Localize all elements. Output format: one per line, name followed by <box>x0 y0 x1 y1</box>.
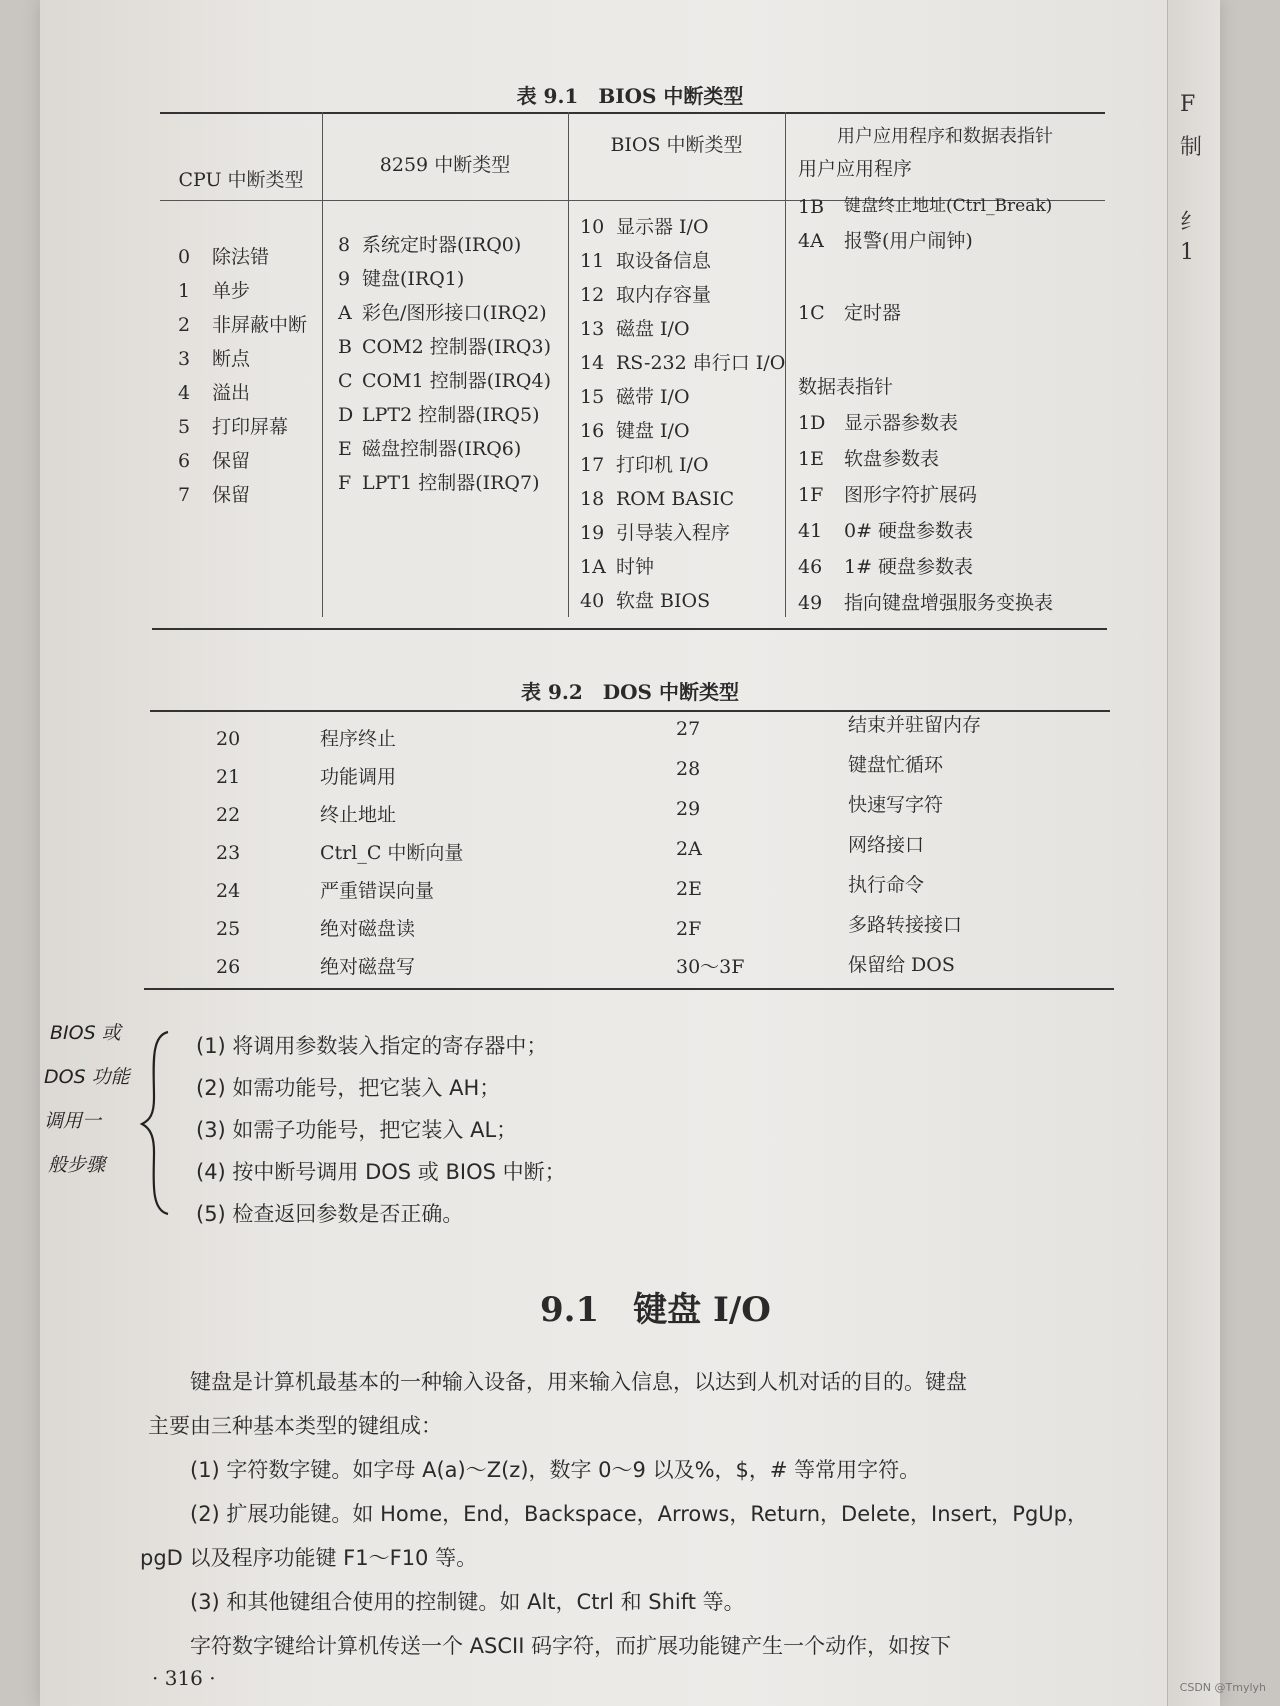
i8259-code: D <box>338 404 354 426</box>
dos-code: 24 <box>216 880 241 902</box>
cpu-code: 0 <box>178 246 191 268</box>
data-name: 指向键盘增强服务变换表 <box>844 592 1054 614</box>
bios-code: 18 <box>580 488 605 510</box>
bios-name: 软盘 BIOS <box>616 590 711 612</box>
dos-name: 程序终止 <box>320 728 397 750</box>
bios-code: 40 <box>580 590 605 612</box>
body-line: (1) 字符数字键。如字母 A(a)～Z(z)，数字 0～9 以及%，$，# 等常用字符。 <box>190 1458 921 1482</box>
table2-bottom-rule <box>144 988 1114 990</box>
handwritten-note-line: 调用一 <box>44 1110 102 1132</box>
i8259-code: E <box>338 438 352 460</box>
dos-code: 23 <box>216 842 241 864</box>
bios-code: 12 <box>580 284 605 306</box>
handwritten-note-line: DOS 功能 <box>44 1066 130 1088</box>
data-name: 0# 硬盘参数表 <box>844 520 974 542</box>
i8259-code: F <box>338 472 352 494</box>
curly-brace-icon <box>140 1028 174 1218</box>
cpu-code: 1 <box>178 280 191 302</box>
cpu-name: 断点 <box>212 348 251 370</box>
table1-bottom-rule <box>152 628 1107 630</box>
dos-code: 2E <box>676 878 702 900</box>
bios-name: 时钟 <box>616 556 655 578</box>
dos-name: 结束并驻留内存 <box>848 714 982 736</box>
cpu-name: 打印屏幕 <box>212 416 289 438</box>
step-item: (4) 按中断号调用 DOS 或 BIOS 中断； <box>196 1160 566 1184</box>
edge-char: 纟 <box>1180 210 1203 235</box>
book-page <box>40 0 1220 1706</box>
table1-col-divider <box>568 112 569 617</box>
adjacent-page-edge <box>1167 0 1220 1706</box>
i8259-code: B <box>338 336 352 358</box>
header-user: 用户应用程序和数据表指针 <box>837 126 1053 147</box>
i8259-code: A <box>338 302 352 324</box>
cpu-name: 保留 <box>212 450 251 472</box>
bios-code: 10 <box>580 216 605 238</box>
dos-code: 29 <box>676 798 701 820</box>
dos-code: 26 <box>216 956 241 978</box>
body-line: 键盘是计算机最基本的一种输入设备，用来输入信息，以达到人机对话的目的。键盘 <box>190 1370 967 1394</box>
dos-name: 绝对磁盘读 <box>320 918 416 940</box>
table2-top-rule <box>150 710 1110 712</box>
bios-name: 键盘 I/O <box>616 420 690 442</box>
data-name: 1# 硬盘参数表 <box>844 556 974 578</box>
i8259-code: 8 <box>338 234 351 256</box>
bios-code: 16 <box>580 420 605 442</box>
data-ptr-label: 数据表指针 <box>798 376 894 398</box>
edge-char: F <box>1180 92 1196 117</box>
dos-code: 28 <box>676 758 701 780</box>
step-item: (2) 如需功能号，把它装入 AH； <box>196 1076 501 1100</box>
step-item: (5) 检查返回参数是否正确。 <box>196 1202 464 1226</box>
i8259-name: COM2 控制器(IRQ3) <box>362 336 551 358</box>
table1-col-divider <box>322 112 323 617</box>
user-name: 定时器 <box>844 302 902 324</box>
i8259-name: COM1 控制器(IRQ4) <box>362 370 551 392</box>
body-line: 字符数字键给计算机传送一个 ASCII 码字符，而扩展功能键产生一个动作，如按下 <box>190 1634 952 1658</box>
dos-code: 22 <box>216 804 241 826</box>
handwritten-note-line: 般步骤 <box>48 1154 106 1176</box>
dos-name: 绝对磁盘写 <box>320 956 416 978</box>
bios-code: 1A <box>580 556 606 578</box>
dos-name: Ctrl_C 中断向量 <box>320 842 464 864</box>
dos-code: 2F <box>676 918 702 940</box>
i8259-name: 系统定时器(IRQ0) <box>362 234 522 256</box>
dos-code: 27 <box>676 718 701 740</box>
data-code: 41 <box>798 520 823 542</box>
bios-code: 15 <box>580 386 605 408</box>
i8259-code: C <box>338 370 353 392</box>
dos-code: 21 <box>216 766 241 788</box>
dos-name: 网络接口 <box>848 834 925 856</box>
user-name: 报警(用户闹钟) <box>844 230 973 252</box>
body-line: 主要由三种基本类型的键组成： <box>148 1414 442 1438</box>
dos-name: 多路转接接口 <box>848 914 963 936</box>
cpu-code: 6 <box>178 450 191 472</box>
page-number: · 316 · <box>152 1666 216 1690</box>
edge-char: 1 <box>1180 240 1194 265</box>
data-code: 1D <box>798 412 826 434</box>
cpu-name: 除法错 <box>212 246 270 268</box>
bios-code: 17 <box>580 454 605 476</box>
body-line: (2) 扩展功能键。如 Home，End，Backspace，Arrows，Return，Delete，Insert，PgUp， <box>190 1502 1088 1526</box>
body-line: pgD 以及程序功能键 F1～F10 等。 <box>140 1546 478 1570</box>
table1-caption: 表 9.1 BIOS 中断类型 <box>516 84 744 108</box>
dos-code: 20 <box>216 728 241 750</box>
bios-name: RS-232 串行口 I/O <box>616 352 786 374</box>
bios-name: ROM BASIC <box>616 488 735 510</box>
dos-code: 30～3F <box>676 956 745 978</box>
cpu-code: 5 <box>178 416 191 438</box>
i8259-name: 键盘(IRQ1) <box>362 268 465 290</box>
data-name: 显示器参数表 <box>844 412 959 434</box>
i8259-name: 彩色/图形接口(IRQ2) <box>362 302 547 324</box>
data-code: 1F <box>798 484 824 506</box>
dos-name: 快速写字符 <box>848 794 944 816</box>
header-bios: BIOS 中断类型 <box>610 134 743 156</box>
table1-top-rule <box>160 112 1105 114</box>
dos-name: 执行命令 <box>848 874 925 896</box>
watermark: CSDN @Tmylyh <box>1179 1681 1266 1694</box>
dos-name: 功能调用 <box>320 766 397 788</box>
dos-name: 键盘忙循环 <box>848 754 944 776</box>
i8259-name: LPT1 控制器(IRQ7) <box>362 472 540 494</box>
bios-name: 打印机 I/O <box>616 454 709 476</box>
i8259-code: 9 <box>338 268 351 290</box>
data-code: 49 <box>798 592 823 614</box>
step-item: (3) 如需子功能号，把它装入 AL； <box>196 1118 518 1142</box>
data-code: 1E <box>798 448 824 470</box>
section-title: 9.1 键盘 I/O <box>540 1290 771 1330</box>
cpu-name: 非屏蔽中断 <box>212 314 308 336</box>
user-app-label: 用户应用程序 <box>798 158 913 180</box>
bios-name: 磁盘 I/O <box>616 318 690 340</box>
bios-code: 11 <box>580 250 605 272</box>
data-code: 46 <box>798 556 823 578</box>
bios-name: 取内存容量 <box>616 284 712 306</box>
bios-code: 14 <box>580 352 605 374</box>
header-cpu: CPU 中断类型 <box>178 169 304 191</box>
dos-code: 25 <box>216 918 241 940</box>
cpu-code: 3 <box>178 348 191 370</box>
header-8259: 8259 中断类型 <box>379 154 511 176</box>
cpu-code: 4 <box>178 382 191 404</box>
i8259-name: LPT2 控制器(IRQ5) <box>362 404 540 426</box>
bios-name: 显示器 I/O <box>616 216 709 238</box>
dos-name: 保留给 DOS <box>848 954 955 976</box>
bios-code: 19 <box>580 522 605 544</box>
dos-code: 2A <box>676 838 702 860</box>
bios-name: 取设备信息 <box>616 250 712 272</box>
bios-name: 磁带 I/O <box>616 386 690 408</box>
dos-name: 严重错误向量 <box>320 880 435 902</box>
cpu-name: 保留 <box>212 484 251 506</box>
cpu-name: 单步 <box>212 280 251 302</box>
user-code: 1B <box>798 196 825 218</box>
edge-char: 制 <box>1180 135 1203 160</box>
cpu-code: 2 <box>178 314 191 336</box>
user-name: 键盘终止地址(Ctrl_Break) <box>844 196 1053 216</box>
handwritten-note-line: BIOS 或 <box>50 1022 121 1044</box>
body-line: (3) 和其他键组合使用的控制键。如 Alt，Ctrl 和 Shift 等。 <box>190 1590 745 1614</box>
i8259-name: 磁盘控制器(IRQ6) <box>362 438 522 460</box>
data-name: 软盘参数表 <box>844 448 940 470</box>
cpu-code: 7 <box>178 484 191 506</box>
cpu-name: 溢出 <box>212 382 251 404</box>
dos-name: 终止地址 <box>320 804 397 826</box>
bios-name: 引导装入程序 <box>616 522 731 544</box>
table2-caption: 表 9.2 DOS 中断类型 <box>521 680 739 704</box>
user-code: 1C <box>798 302 825 324</box>
bios-code: 13 <box>580 318 605 340</box>
step-item: (1) 将调用参数装入指定的寄存器中； <box>196 1034 548 1058</box>
user-code: 4A <box>798 230 824 252</box>
data-name: 图形字符扩展码 <box>844 484 978 506</box>
